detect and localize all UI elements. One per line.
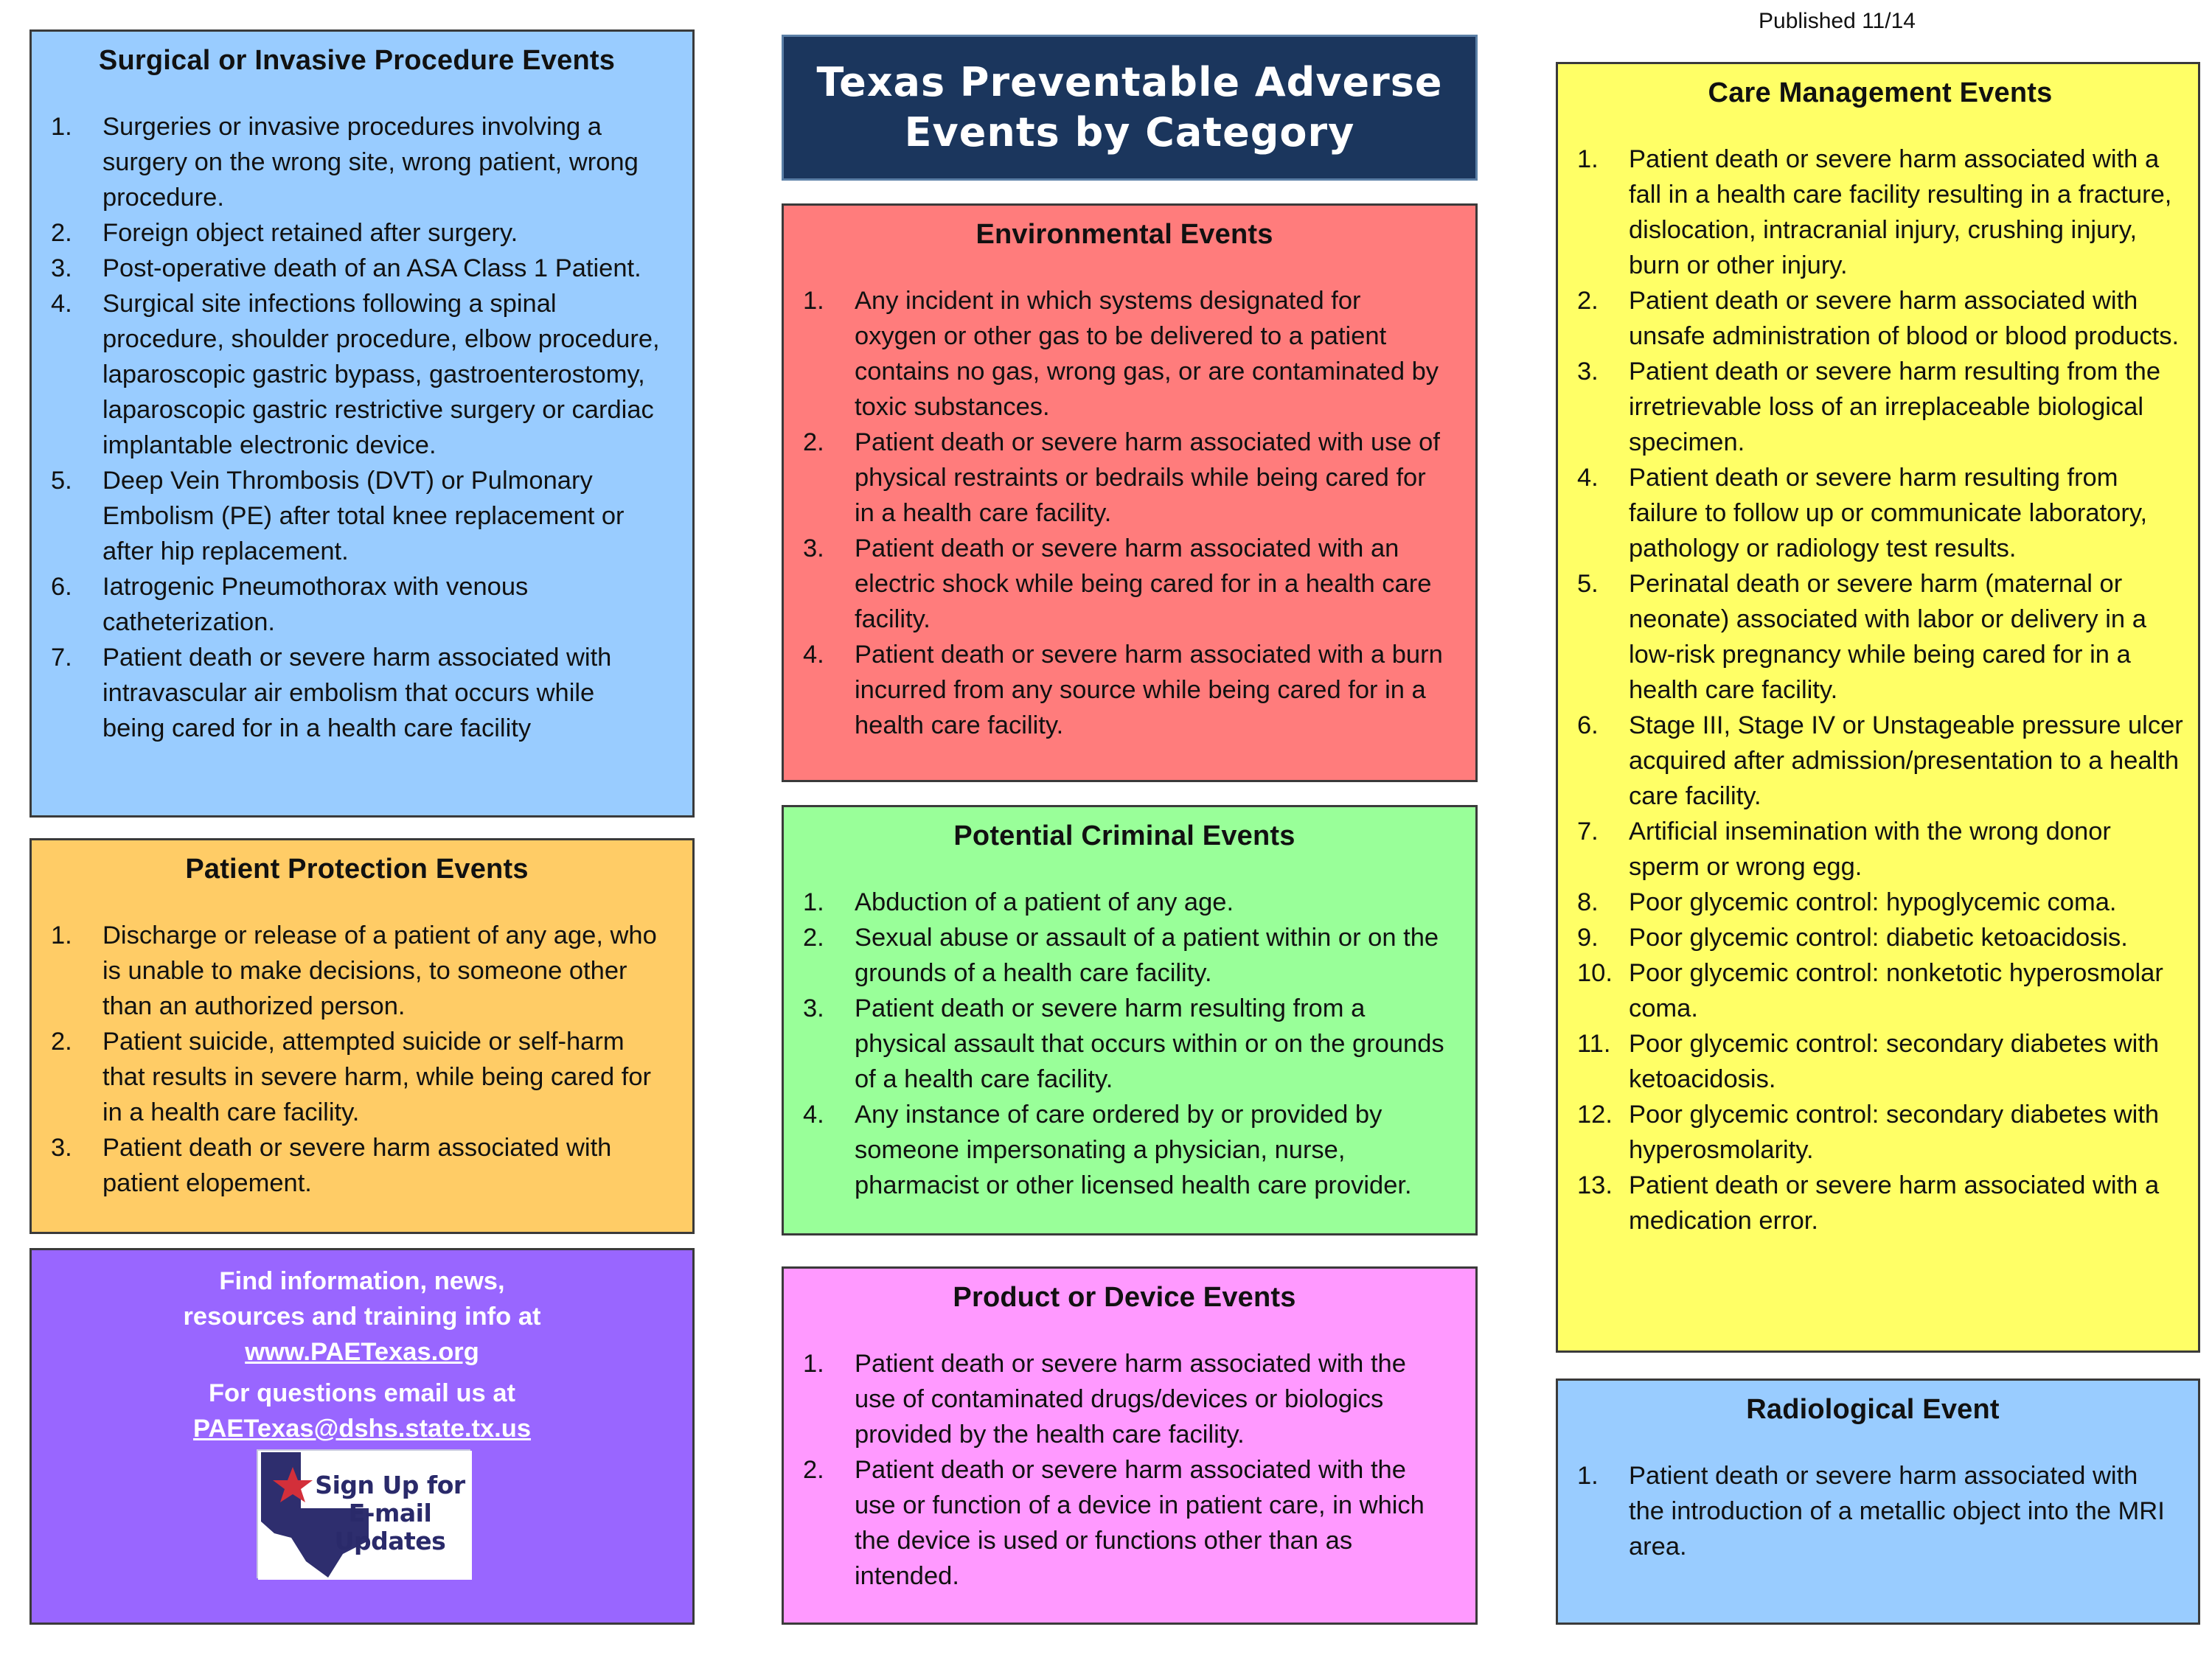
panel-heading: Care Management Events [1708,77,2053,108]
event-text: Post-operative death of an ASA Class 1 Patient. [102,254,641,282]
event-item [1577,1097,2183,1168]
event-item [51,286,663,463]
event-number: 6. [1577,711,1599,739]
event-text: Sexual abuse or assault of a patient within or on the grounds of a health care facility. [855,924,1439,987]
event-text: Stage III, Stage IV or Unstageable pressure ulcer acquired after admission/presentation to a health care facility. [1629,711,2183,810]
event-number: 4. [803,641,824,669]
event-text: Patient death or severe harm associated with a fall in a health care facility resulting in a fracture, dislocation, intracranial injury, crushing injury, burn or other injury. [1629,145,2172,279]
event-number: 9. [1577,924,1599,952]
event-item [51,463,663,569]
email-link[interactable]: PAETexas@dshs.state.tx.us [192,1415,532,1443]
environmental-events-panel [782,203,1478,782]
potential-criminal-events-panel [782,805,1478,1235]
event-number: 2. [803,428,824,456]
event-text: Patient death or severe harm associated with patient elopement. [102,1134,612,1197]
event-number: 1. [1577,145,1599,173]
event-text: Discharge or release of a patient of any age, who is unable to make decisions, to someone other than an authorized person. [102,921,657,1020]
event-item [803,885,1446,920]
info-text-line: Find information, news, [219,1267,505,1295]
panel-heading: Patient Protection Events [185,854,529,885]
event-text: Patient death or severe harm associated with the use of contaminated drugs/devices or biologics provided by the health care facility. [855,1350,1406,1449]
event-text: Abduction of a patient of any age. [855,888,1234,916]
event-number: 5. [1577,570,1599,598]
event-text: Patient death or severe harm associated with a burn incurred from any source while being cared for in a health care facility. [855,641,1443,739]
event-item [51,569,663,640]
event-text: Iatrogenic Pneumothorax with venous catheterization. [102,573,529,636]
event-number: 1. [51,921,72,949]
event-number: 4. [1577,464,1599,492]
page-title-banner [782,35,1478,181]
info-text-line: resources and training info at [183,1303,541,1331]
email-signup-button[interactable] [257,1449,470,1578]
event-item [1577,920,2183,955]
event-item [51,251,663,286]
event-item [1577,708,2183,814]
event-number: 11. [1577,1030,1611,1058]
event-number: 2. [1577,287,1599,315]
event-text: Perinatal death or severe harm (maternal or neonate) associated with labor or delivery in a low-risk pregnancy while being cared for in a health care facility. [1629,570,2146,704]
event-item [1577,814,2183,885]
event-text: Patient death or severe harm associated with the introduction of a metallic object into the MRI area. [1629,1462,2165,1561]
event-list [803,283,1446,743]
event-text: Patient death or severe harm associated with a medication error. [1629,1171,2160,1235]
event-item [803,1097,1446,1203]
event-item [51,109,663,215]
event-text: Patient death or severe harm resulting from failure to follow up or communicate laboratory, pathology or radiology test results. [1629,464,2148,562]
event-text: Artificial insemination with the wrong donor sperm or wrong egg. [1629,818,2111,881]
signup-label: Sign Up for E-mail Updates [315,1471,465,1555]
event-number: 3. [803,994,824,1022]
event-item [1577,354,2183,460]
event-number: 4. [803,1101,824,1129]
event-item [1577,460,2183,566]
event-text: Foreign object retained after surgery. [102,219,518,247]
event-item [51,215,663,251]
event-text: Poor glycemic control: diabetic ketoacidosis. [1629,924,2128,952]
event-number: 7. [1577,818,1599,846]
event-list [1577,142,2183,1238]
event-item [1577,1026,2183,1097]
event-number: 13. [1577,1171,1613,1199]
event-list [803,1346,1446,1594]
event-number: 2. [803,1456,824,1484]
event-number: 1. [803,287,824,315]
event-text: Patient death or severe harm associated with the use or function of a device in patient care, in which the device is used or functions other than as intended. [855,1456,1425,1590]
event-text: Patient death or severe harm associated with intravascular air embolism that occurs while being cared for in a health care facility [102,644,612,742]
event-number: 1. [51,113,72,141]
event-number: 3. [1577,358,1599,386]
event-text: Poor glycemic control: secondary diabetes with ketoacidosis. [1629,1030,2160,1093]
event-number: 3. [51,1134,72,1162]
info-panel [29,1248,695,1625]
event-number: 10. [1577,959,1613,987]
website-link[interactable]: www.PAETexas.org [245,1338,479,1366]
event-number: 4. [51,290,72,318]
event-item [803,425,1446,531]
event-number: 1. [803,888,824,916]
event-number: 3. [51,254,72,282]
event-text: Surgeries or invasive procedures involving a surgery on the wrong site, wrong patient, wrong procedure. [102,113,639,212]
event-item [803,991,1446,1097]
event-item [51,1130,663,1201]
event-text: Patient death or severe harm associated with unsafe administration of blood or blood products. [1629,287,2180,350]
event-item [803,920,1446,991]
event-item [51,918,663,1024]
panel-heading: Environmental Events [975,219,1273,250]
event-text: Surgical site infections following a spinal procedure, shoulder procedure, elbow procedure, laparoscopic gastric bypass, gastroenterostomy, laparoscopic gastric restrictive surgery or cardiac implantable electronic device. [102,290,660,459]
panel-heading: Surgical or Invasive Procedure Events [98,45,616,76]
event-text: Patient suicide, attempted suicide or self-harm that results in severe harm, while being cared for in a health care facility. [102,1028,652,1126]
event-number: 7. [51,644,72,672]
panel-heading: Product or Device Events [953,1282,1296,1313]
event-text: Poor glycemic control: nonketotic hyperosmolar coma. [1629,959,2163,1022]
patient-protection-events-panel [29,838,695,1234]
event-text: Patient death or severe harm associated with use of physical restraints or bedrails while being cared for in a health care facility. [855,428,1440,527]
event-item [1577,1168,2183,1238]
event-item [51,640,663,746]
event-text: Patient death or severe harm associated with an electric shock while being cared for in a health care facility. [855,534,1432,633]
event-number: 5. [51,467,72,495]
event-text: Patient death or severe harm resulting from a physical assault that occurs within or on the grounds of a health care facility. [855,994,1444,1093]
surgical-events-panel [29,29,695,818]
event-item [1577,142,2183,283]
event-number: 2. [51,1028,72,1056]
event-item [803,1452,1446,1594]
event-number: 1. [803,1350,824,1378]
event-text: Patient death or severe harm resulting from the irretrievable loss of an irreplaceable biological specimen. [1629,358,2161,456]
event-item [803,637,1446,743]
event-item [803,283,1446,425]
event-item [803,531,1446,637]
event-list [803,885,1446,1203]
event-number: 3. [803,534,824,562]
event-number: 6. [51,573,72,601]
event-number: 2. [51,219,72,247]
page-title: Texas Preventable Adverse Events by Category [816,59,1443,156]
event-number: 8. [1577,888,1599,916]
event-text: Any instance of care ordered by or provided by someone impersonating a physician, nurse, pharmacist or other licensed health care provider. [855,1101,1412,1199]
event-item [1577,566,2183,708]
event-item [1577,885,2183,920]
care-management-events-panel [1556,62,2200,1353]
event-text: Any incident in which systems designated for oxygen or other gas to be delivered to a patient contains no gas, wrong gas, or are contaminated by toxic substances. [855,287,1439,421]
event-list [1577,1458,2168,1564]
info-text-line: For questions email us at [208,1379,515,1407]
panel-heading: Potential Criminal Events [953,820,1295,851]
event-text: Deep Vein Thrombosis (DVT) or Pulmonary Embolism (PE) after total knee replacement or after hip replacement. [102,467,625,565]
event-list [51,109,663,746]
event-text: Poor glycemic control: secondary diabetes with hyperosmolarity. [1629,1101,2160,1164]
published-date: Published 11/14 [1759,9,1916,33]
event-item [1577,1458,2168,1564]
event-list [51,918,663,1201]
event-item [51,1024,663,1130]
event-item [1577,955,2183,1026]
event-number: 1. [1577,1462,1599,1490]
product-device-events-panel [782,1266,1478,1625]
event-item [803,1346,1446,1452]
event-number: 12. [1577,1101,1613,1129]
event-text: Poor glycemic control: hypoglycemic coma. [1629,888,2117,916]
event-number: 2. [803,924,824,952]
radiological-event-panel [1556,1379,2200,1625]
panel-heading: Radiological Event [1746,1394,2000,1425]
event-item [1577,283,2183,354]
